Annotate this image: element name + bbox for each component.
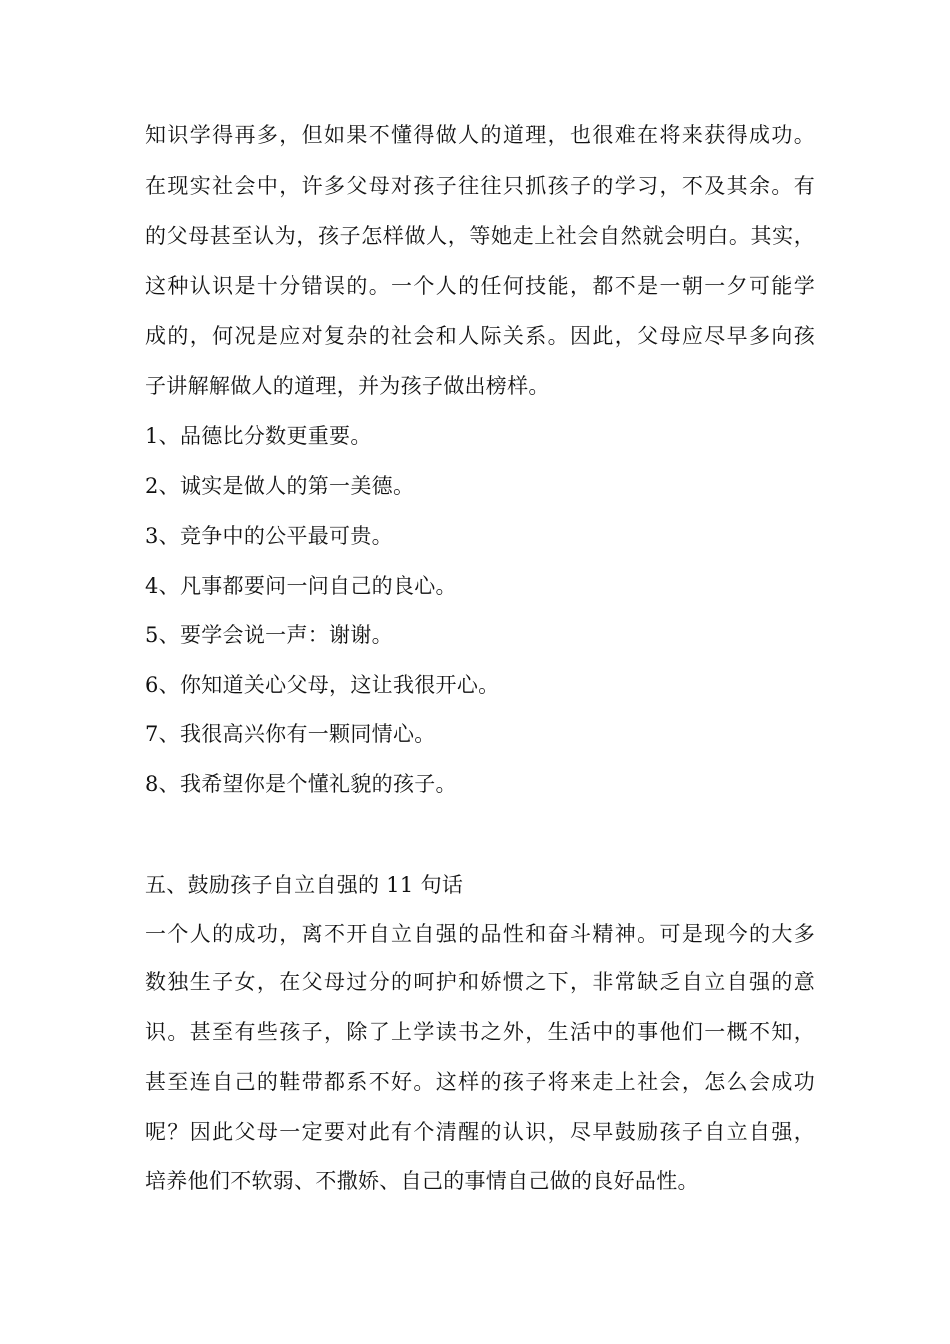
paragraph-1-line-2: 在现实社会中，许多父母对孩子往往只抓孩子的学习，不及其余。有 <box>145 174 815 198</box>
list-item: 3、竞争中的公平最可贵。 <box>145 524 393 548</box>
paragraph-2-line-2: 数独生子女，在父母过分的呵护和娇惯之下，非常缺乏自立自强的意 <box>145 970 815 994</box>
paragraph-1-line-4: 这种认识是十分错误的。一个人的任何技能，都不是一朝一夕可能学 <box>145 274 815 298</box>
list-item: 2、诚实是做人的第一美德。 <box>145 474 415 498</box>
paragraph-1-line-1: 知识学得再多，但如果不懂得做人的道理，也很难在将来获得成功。 <box>145 123 815 147</box>
section-heading: 五、鼓励孩子自立自强的 11 句话 <box>145 873 464 897</box>
paragraph-1-line-3: 的父母甚至认为，孩子怎样做人，等她走上社会自然就会明白。其实， <box>145 224 815 248</box>
paragraph-2-line-6: 培养他们不软弱、不撒娇、自己的事情自己做的良好品性。 <box>145 1169 699 1193</box>
paragraph-1-line-6: 子讲解解做人的道理，并为孩子做出榜样。 <box>145 374 550 398</box>
paragraph-2-line-4: 甚至连自己的鞋带都系不好。这样的孩子将来走上社会，怎么会成功 <box>145 1070 815 1094</box>
list-item: 6、你知道关心父母，这让我很开心。 <box>145 673 500 697</box>
list-item: 1、品德比分数更重要。 <box>145 424 372 448</box>
list-item: 7、我很高兴你有一颗同情心。 <box>145 722 436 746</box>
paragraph-2-line-3: 识。甚至有些孩子，除了上学读书之外，生活中的事他们一概不知， <box>145 1020 815 1044</box>
paragraph-2-line-5: 呢？因此父母一定要对此有个清醒的认识，尽早鼓励孩子自立自强， <box>145 1120 815 1144</box>
list-item: 4、凡事都要问一问自己的良心。 <box>145 574 457 598</box>
paragraph-1-line-5: 成的，何况是应对复杂的社会和人际关系。因此，父母应尽早多向孩 <box>145 324 815 348</box>
list-item: 5、要学会说一声：谢谢。 <box>145 623 393 647</box>
paragraph-2-line-1: 一个人的成功，离不开自立自强的品性和奋斗精神。可是现今的大多 <box>145 922 815 946</box>
list-item: 8、我希望你是个懂礼貌的孩子。 <box>145 772 457 796</box>
